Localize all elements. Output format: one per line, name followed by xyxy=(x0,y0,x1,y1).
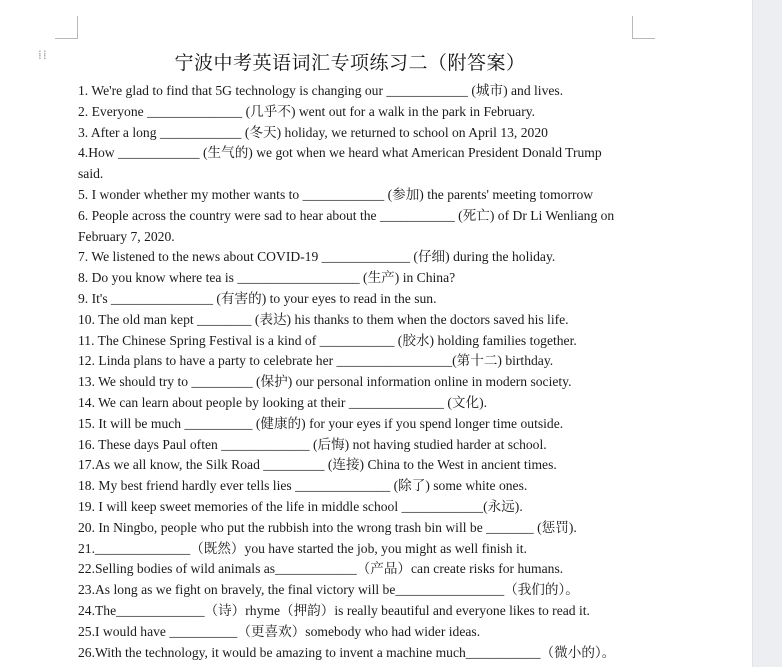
exercise-line: 1. We're glad to find that 5G technology is changing our ____________ (城市) and lives. xyxy=(78,83,564,98)
exercise-line: 20. In Ningbo, people who put the rubbish into the wrong trash bin will be _______ (惩罚). xyxy=(78,519,577,535)
exercise-line: 2. Everyone ______________ (几乎不) went out for a walk in the park in February. xyxy=(78,103,536,119)
exercise-line: 4.How ____________ (生气的) we got when we heard what American President Donald Trump xyxy=(78,145,602,161)
exercise-line: 26.With the technology, it would be amazing to invent a machine much___________（微小的）。 xyxy=(78,644,616,660)
exercise-line: 17.As we all know, the Silk Road _________ (连接) China to the West in ancient times. xyxy=(78,457,557,473)
exercise-line: 10. The old man kept ________ (表达) his thanks to them when the doctors saved his life. xyxy=(78,311,569,327)
drag-dots-icon[interactable]: ⁞⁞ xyxy=(38,48,48,62)
exercise-line: 7. We listened to the news about COVID-19 _____________ (仔细) during the holiday. xyxy=(78,249,556,265)
exercise-line: 6. People across the country were sad to hear about the ___________ (死亡) of Dr Li Wenliang on xyxy=(78,207,615,223)
exercise-line: said. xyxy=(78,166,104,182)
exercise-line: 22.Selling bodies of wild animals as____________（产品）can create risks for humans. xyxy=(78,561,564,577)
exercise-line: 21.______________（既然）you have started the job, you might as well finish it. xyxy=(78,540,527,556)
exercise-line: 23.As long as we fight on bravely, the final victory will be________________（我们的）。 xyxy=(78,582,579,598)
exercise-line: 24.The_____________（诗）rhyme（押韵）is really beautiful and everyone likes to read it. xyxy=(78,602,590,618)
page-title: 宁波中考英语词汇专项练习二（附答案） xyxy=(174,52,526,74)
exercise-line: 5. I wonder whether my mother wants to ____________ (参加) the parents' meeting tomorrow xyxy=(78,186,594,202)
exercise-line: 12. Linda plans to have a party to celebrate her _________________(第十二) birthday. xyxy=(78,353,554,369)
page-corner-mark-top-left xyxy=(55,16,78,39)
exercise-line: 15. It will be much __________ (健康的) for your eyes if you spend longer time outside. xyxy=(78,415,564,431)
page-corner-mark-top-right xyxy=(632,16,655,39)
exercise-line: 9. It's _______________ (有害的) to your eyes to read in the sun. xyxy=(78,290,437,306)
exercise-line: 14. We can learn about people by looking at their ______________ (文化). xyxy=(78,394,488,410)
exercise-list xyxy=(78,81,638,663)
exercise-line: 11. The Chinese Spring Festival is a kind of ___________ (胶水) holding families together. xyxy=(78,332,577,348)
exercise-line: 8. Do you know where tea is __________________ (生产) in China? xyxy=(78,270,456,286)
exercise-line: 19. I will keep sweet memories of the life in middle school ____________(永远). xyxy=(78,498,523,514)
exercise-line: 13. We should try to _________ (保护) our personal information online in modern society. xyxy=(78,374,572,390)
exercise-line: February 7, 2020. xyxy=(78,228,175,244)
vertical-scrollbar[interactable] xyxy=(752,0,782,667)
exercise-line: 25.I would have __________（更喜欢）somebody who had wider ideas. xyxy=(78,623,481,639)
exercise-line: 16. These days Paul often _____________ (后悔) not having studied harder at school. xyxy=(78,436,547,452)
exercise-line: 18. My best friend hardly ever tells lies ______________ (除了) some white ones. xyxy=(78,478,528,494)
exercise-line: 3. After a long ____________ (冬天) holiday, we returned to school on April 13, 2020 xyxy=(78,124,548,140)
